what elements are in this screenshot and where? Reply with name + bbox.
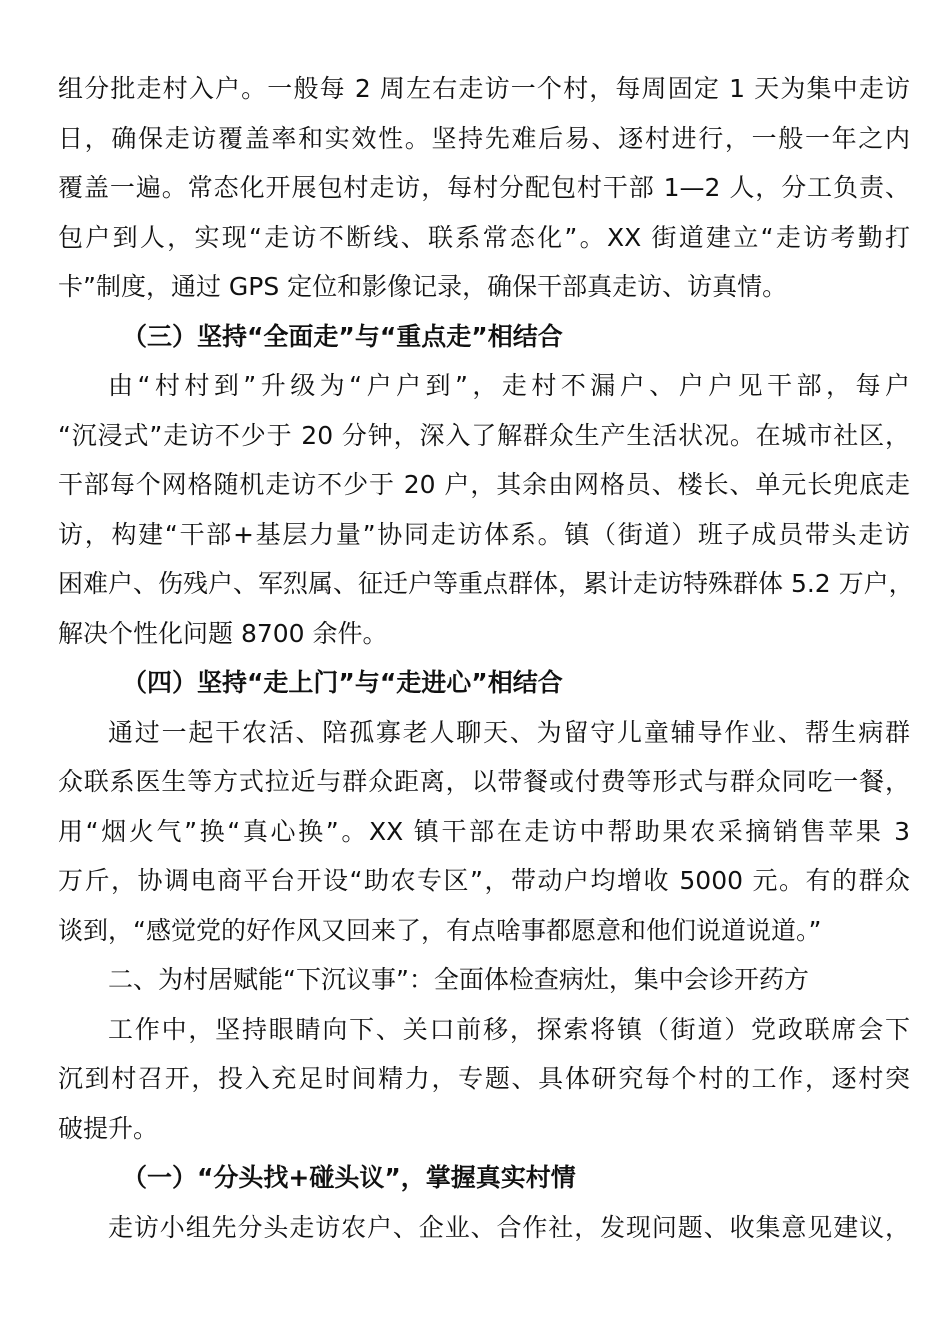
text-line: 谈到，“感觉党的好作风又回来了，有点啥事都愿意和他们说道说道。” — [58, 915, 822, 945]
text-line: 解决个性化问题 8700 余件。 — [58, 618, 388, 648]
paragraph-3 — [58, 361, 914, 658]
heading-text: （一）“分头找+碰头议”，掌握真实村情 — [122, 1163, 576, 1192]
text-line: 访，构建“干部+基层力量”协同走访体系。镇（街道）班子成员带头走访 — [58, 519, 910, 549]
text-line: 困难户、伤残户、军烈属、征迁户等重点群体，累计走访特殊群体 5.2 万户， — [58, 569, 914, 598]
document-body — [58, 64, 914, 1252]
heading-text: （四）坚持“走上门”与“走进心”相结合 — [122, 668, 563, 697]
heading-text: 二、为村居赋能“下沉议事”：全面体检查病灶，集中会诊开药方 — [108, 965, 809, 994]
paragraph-continuation — [58, 64, 910, 312]
text-line: 包户到人，实现“走访不断线、联系常态化”。XX 街道建立“走访考勤打 — [58, 222, 910, 252]
section-heading-1 — [58, 1153, 910, 1203]
text-line: 组分批走村入户。一般每 2 周左右走访一个村，每周固定 1 天为集中走访 — [58, 74, 910, 103]
text-line: 沉到村召开，投入充足时间精力，专题、具体研究每个村的工作，逐村突 — [58, 1064, 910, 1093]
text-line: 用“烟火气”换“真心换”。XX 镇干部在走访中帮助果农采摘销售苹果 3 — [58, 816, 910, 846]
text-line: 通过一起干农活、陪孤寡老人聊天、为留守儿童辅导作业、帮生病群 — [108, 717, 910, 747]
heading-text: （三）坚持“全面走”与“重点走”相结合 — [122, 321, 563, 351]
paragraph-4 — [58, 708, 910, 956]
text-line: 工作中，坚持眼睛向下、关口前移，探索将镇（街道）党政联席会下 — [108, 1014, 910, 1044]
section-heading-3 — [58, 312, 910, 362]
section-heading-two — [58, 955, 910, 1005]
paragraph-two — [58, 1005, 910, 1154]
text-line: 卡”制度，通过 GPS 定位和影像记录，确保干部真走访、访真情。 — [58, 272, 788, 301]
text-line: “沉浸式”走访不少于 20 分钟，深入了解群众生产生活状况。在城市社区， — [58, 420, 910, 450]
text-line: 干部每个网格随机走访不少于 20 户，其余由网格员、楼长、单元长兜底走 — [58, 470, 910, 499]
text-line: 众联系医生等方式拉近与群众距离，以带餐或付费等形式与群众同吃一餐， — [58, 767, 910, 796]
text-line: 覆盖一遍。常态化开展包村走访，每村分配包村干部 1—2 人，分工负责、 — [58, 173, 910, 202]
text-line: 万斤，协调电商平台开设“助农专区”，带动户均增收 5000 元。有的群众 — [58, 866, 910, 895]
section-heading-4 — [58, 658, 910, 708]
text-line: 由“村村到”升级为“户户到”，走村不漏户、户户见干部，每户 — [108, 371, 910, 400]
text-line: 破提升。 — [58, 1113, 159, 1143]
text-line: 走访小组先分头走访农户、企业、合作社，发现问题、收集意见建议， — [108, 1212, 910, 1242]
paragraph-1 — [58, 1203, 910, 1253]
text-line: 日，确保走访覆盖率和实效性。坚持先难后易、逐村进行，一般一年之内 — [58, 123, 910, 153]
